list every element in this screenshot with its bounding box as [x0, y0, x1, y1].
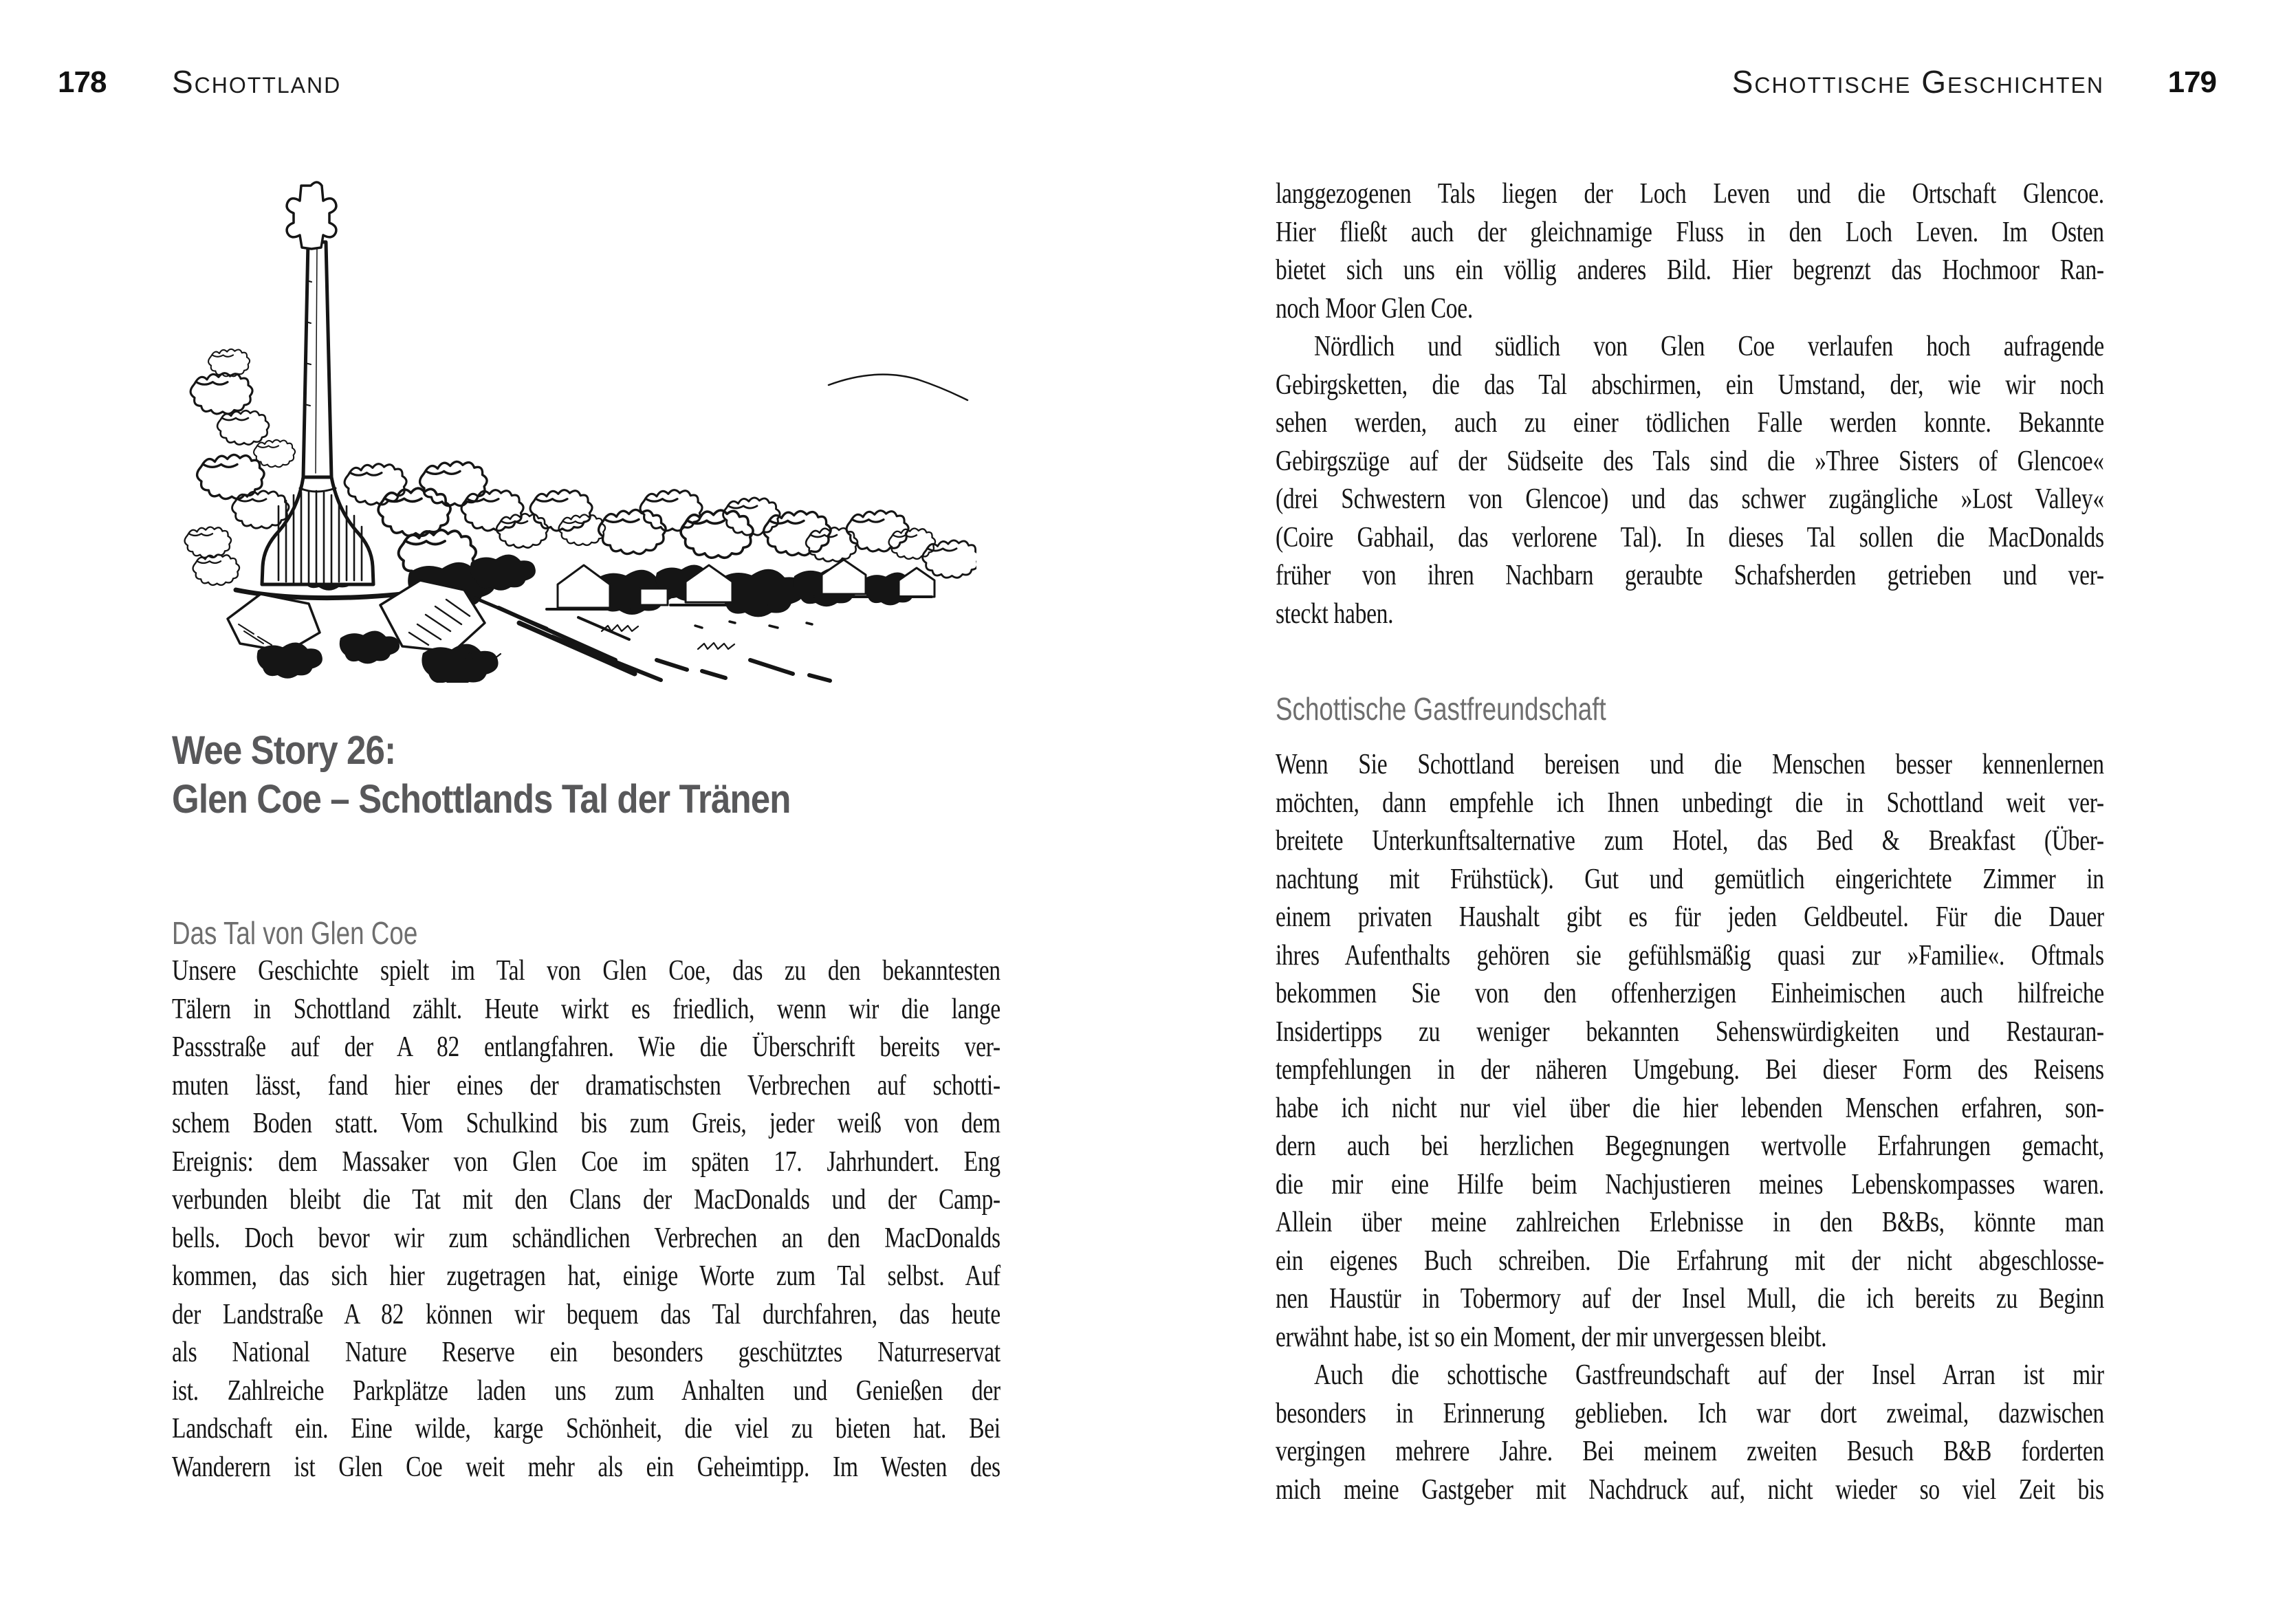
text-line: dern auch bei herzlichen Begegnungen wertvolle Erfahrungen gemacht,: [1276, 1130, 2104, 1162]
right-body-column: [1276, 175, 2104, 1509]
text-line: breitete Unterkunftsalternative zum Hotel, das Bed & Breakfast (Über-: [1276, 825, 2104, 857]
text-line: steckt haben.: [1276, 597, 1394, 630]
text-line: früher von ihren Nachbarn geraubte Schafsherden getrieben und ver-: [1276, 560, 2104, 591]
text-line: Gebirgszüge auf der Südseite des Tals sind die »Three Sisters of Glencoe«: [1276, 445, 2104, 477]
running-header-left: Schottland: [172, 64, 342, 100]
section-subheading-das-tal: Das Tal von Glen Coe: [172, 915, 418, 951]
text-line: mich meine Gastgeber mit Nachdruck auf, nicht wieder so viel Zeit bis: [1276, 1473, 2104, 1506]
text-line: Insidertipps zu weniger bekannten Sehenswürdigkeiten und Restauran-: [1276, 1016, 2104, 1048]
text-line: Wanderern ist Glen Coe weit mehr als ein Geheimtipp. Im Westen des: [172, 1451, 1001, 1483]
paragraph: [1276, 746, 2104, 1357]
text-line: der Landstraße A 82 können wir bequem das Tal durchfahren, das heute: [172, 1298, 1001, 1330]
text-line: nachtung mit Frühstück). Gut und gemütlich eingerichtete Zimmer in: [1276, 863, 2104, 895]
text-line: Wenn Sie Schottland bereisen und die Menschen besser kennenlernen: [1276, 749, 2104, 780]
page-number-left: 178: [58, 65, 107, 99]
text-line: besonders in Erinnerung geblieben. Ich war dort zweimal, dazwischen: [1276, 1397, 2104, 1429]
text-line: ist. Zahlreiche Parkplätze laden uns zum Anhalten und Genießen der: [172, 1374, 1001, 1407]
text-line: bekommen Sie von den offenherzigen Einheimischen auch hilfreiche: [1276, 978, 2104, 1009]
text-line: nen Haustür in Tobermory auf der Insel Mull, die ich bereits zu Beginn: [1276, 1283, 2104, 1315]
text-line: Landschaft ein. Eine wilde, karge Schönheit, die viel zu bieten hat. Bei: [172, 1413, 1001, 1445]
text-line: verbunden bleibt die Tat mit den Clans der MacDonalds und der Camp-: [172, 1184, 1001, 1216]
text-line: einem privaten Haushalt gibt es für jeden Geldbeutel. Für die Dauer: [1276, 901, 2104, 933]
text-line: muten lässt, fand hier eines der dramatischsten Verbrechen auf schotti-: [172, 1069, 1001, 1101]
text-line: schem Boden statt. Vom Schulkind bis zum Greis, jeder weiß von dem: [172, 1108, 1001, 1139]
paragraph: [1276, 328, 2104, 633]
text-line: Ereignis: dem Massaker von Glen Coe im späten 17. Jahrhundert. Eng: [172, 1145, 1001, 1178]
text-line: vergingen mehrere Jahre. Bei meinem zweiten Besuch B&B forderten: [1276, 1436, 2104, 1467]
text-line: Tälern in Schottland zählt. Heute wirkt es friedlich, wenn wir die lange: [172, 993, 1001, 1025]
text-line: erwähnt habe, ist so ein Moment, der mir unvergessen bleibt.: [1276, 1321, 1827, 1353]
text-line: Passstraße auf der A 82 entlangfahren. Wie die Überschrift bereits ver-: [172, 1031, 1001, 1063]
page-number-right: 179: [2167, 65, 2216, 99]
text-line: Allein über meine zahlreichen Erlebnisse in den B&Bs, könnte man: [1276, 1207, 2104, 1238]
text-line: möchten, dann empfehle ich Ihnen unbedingt die in Schottland weit ver-: [1276, 787, 2104, 819]
text-line: kommen, das sich hier zugetragen hat, einige Worte zum Tal selbst. Auf: [172, 1260, 1001, 1292]
story-heading-line-2: Glen Coe – Schottlands Tal der Tränen: [172, 777, 791, 822]
paragraph: [1276, 1357, 2104, 1509]
paragraph: [1276, 175, 2104, 328]
text-line: noch Moor Glen Coe.: [1276, 292, 1473, 325]
text-line: habe ich nicht nur viel über die hier lebenden Menschen erfahren, son-: [1276, 1092, 2104, 1124]
text-line: Nördlich und südlich von Glen Coe verlaufen hoch aufragende: [1314, 331, 2104, 362]
text-line: (drei Schwestern von Glencoe) und das schwer zugängliche »Lost Valley«: [1276, 483, 2104, 515]
story-heading-line-1: Wee Story 26:: [172, 728, 396, 773]
story-heading: [172, 726, 1019, 824]
glencoe-memorial-illustration: [175, 177, 976, 683]
section-subheading: Schottische Gastfreundschaft: [1276, 691, 1606, 727]
running-header-right: Schottische Geschichten: [1731, 64, 2104, 100]
paragraph: [172, 952, 1001, 1486]
text-line: ihres Aufenthalts gehören sie gefühlsmäßig quasi zur »Familie«. Oftmals: [1276, 939, 2104, 972]
text-line: ein eigenes Buch schreiben. Die Erfahrung mit der nicht abgeschlosse-: [1276, 1244, 2104, 1277]
text-line: bietet sich uns ein völlig anderes Bild. Hier begrenzt das Hochmoor Ran-: [1276, 254, 2104, 286]
text-line: (Coire Gabhail, das verlorene Tal). In dieses Tal sollen die MacDonalds: [1276, 521, 2104, 553]
text-line: Hier fließt auch der gleichnamige Fluss in den Loch Leven. Im Osten: [1276, 216, 2104, 248]
text-line: die mir eine Hilfe beim Nachjustieren meines Lebenskompasses waren.: [1276, 1168, 2104, 1200]
text-line: als National Nature Reserve ein besonders geschütztes Naturreservat: [172, 1337, 1001, 1368]
text-line: Unsere Geschichte spielt im Tal von Glen Coe, das zu den bekanntesten: [172, 955, 1001, 987]
text-line: bells. Doch bevor wir zum schändlichen Verbrechen an den MacDonalds: [172, 1222, 1001, 1254]
text-line: sehen werden, auch zu einer tödlichen Falle werden konnte. Bekannte: [1276, 407, 2104, 439]
text-line: Auch die schottische Gastfreundschaft auf der Insel Arran ist mir: [1314, 1359, 2104, 1391]
text-line: Gebirgsketten, die das Tal abschirmen, ein Umstand, der, wie wir noch: [1276, 369, 2104, 401]
text-line: tempfehlungen in der näheren Umgebung. Bei dieser Form des Reisens: [1276, 1054, 2104, 1086]
left-body-column: [172, 952, 1001, 1486]
text-line: langgezogenen Tals liegen der Loch Leven und die Ortschaft Glencoe.: [1276, 178, 2104, 210]
